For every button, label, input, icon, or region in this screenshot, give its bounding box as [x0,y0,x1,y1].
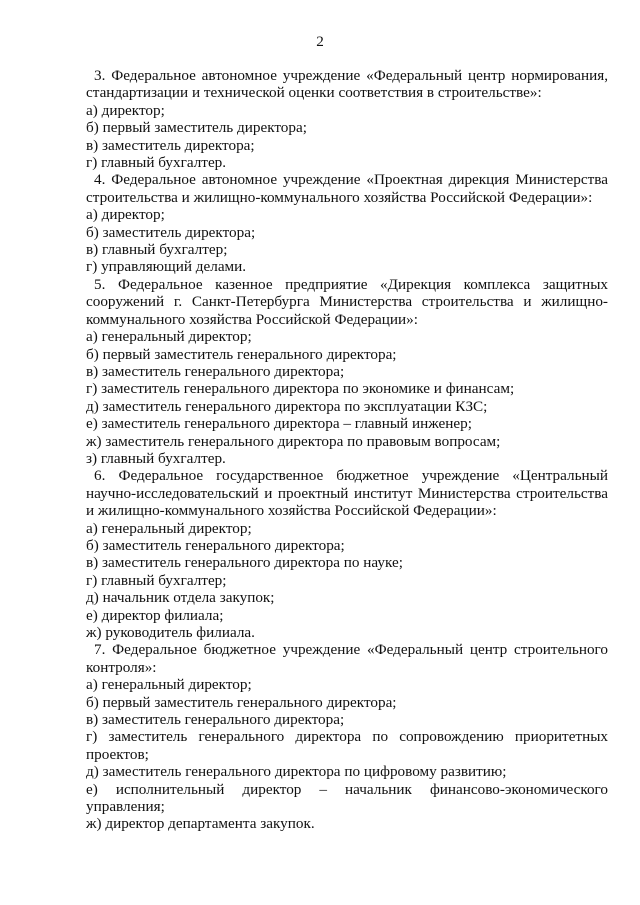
section-5-item-z: з) главный бухгалтер. [86,449,226,467]
section-3-item-a: а) директор; [86,101,165,119]
section-4 [86,171,608,275]
section-7-item-g: г) заместитель генерального директора по сопровождению приоритетных проектов; [86,728,608,763]
section-7-item-v: в) заместитель генерального директора; [86,711,345,729]
section-6-item-b: б) заместитель генерального директора; [86,536,345,554]
section-6-heading: 6. Федеральное государственное бюджетное учреждение «Центральный научно-исследовательский и проектный институт Министерства строительства и жилищно-коммунального хозяйства Российской Федерации»: [86,467,608,520]
section-5-item-b: б) первый заместитель генерального директора; [86,345,397,363]
section-7-item-a: а) генеральный директор; [86,676,252,694]
page-number: 2 [316,33,324,50]
section-3-item-b: б) первый заместитель директора; [86,119,307,137]
section-4-heading: 4. Федеральное автономное учреждение «Проектная дирекция Министерства строительства и жилищно-коммунального хозяйства Российской Федерации»: [86,171,608,206]
section-4-item-a: а) директор; [86,206,165,224]
section-7-item-zh: ж) директор департамента закупок. [86,815,315,833]
section-4-item-b: б) заместитель директора; [86,223,256,241]
section-7-item-e: е) исполнительный директор – начальник финансово-экономического управления; [86,780,608,816]
section-3-item-v: в) заместитель директора; [86,136,255,154]
section-3 [86,67,608,171]
section-3-heading: 3. Федеральное автономное учреждение «Федеральный центр нормирования, стандартизации и технической оценки соответствия в строительстве»: [86,67,608,102]
section-6-item-v: в) заместитель генерального директора по науке; [86,554,403,572]
section-5-item-v: в) заместитель генерального директора; [86,362,345,380]
section-5-item-a: а) генеральный директор; [86,328,252,346]
section-5 [86,276,608,467]
section-5-item-g: г) заместитель генерального директора по экономике и финансам; [86,380,515,398]
section-6-item-e: е) директор филиала; [86,606,224,624]
section-7-heading: 7. Федеральное бюджетное учреждение «Федеральный центр строительного контроля»: [86,641,608,676]
section-7-item-b: б) первый заместитель генерального директора; [86,693,397,711]
section-6 [86,467,608,641]
section-5-heading: 5. Федеральное казенное предприятие «Дирекция комплекса защитных сооружений г. Санкт-Петербурга Министерства строительства и жилищно-коммунального хозяйства Российской Федерации»: [86,275,608,328]
section-7 [86,641,608,832]
section-3-item-g: г) главный бухгалтер. [86,154,227,172]
section-6-item-a: а) генеральный директор; [86,519,252,537]
document-content [86,67,608,833]
section-6-item-d: д) начальник отдела закупок; [86,589,275,607]
section-7-item-d: д) заместитель генерального директора по цифровому развитию; [86,763,507,781]
section-5-item-e: е) заместитель генерального директора – главный инженер; [86,415,472,433]
section-5-item-d: д) заместитель генерального директора по эксплуатации КЗС; [86,397,488,415]
section-4-item-g: г) управляющий делами. [86,258,247,276]
section-4-item-v: в) главный бухгалтер; [86,241,228,259]
section-6-item-g: г) главный бухгалтер; [86,571,227,589]
section-6-item-zh: ж) руководитель филиала. [86,624,255,641]
section-5-item-zh: ж) заместитель генерального директора по правовым вопросам; [86,432,501,450]
